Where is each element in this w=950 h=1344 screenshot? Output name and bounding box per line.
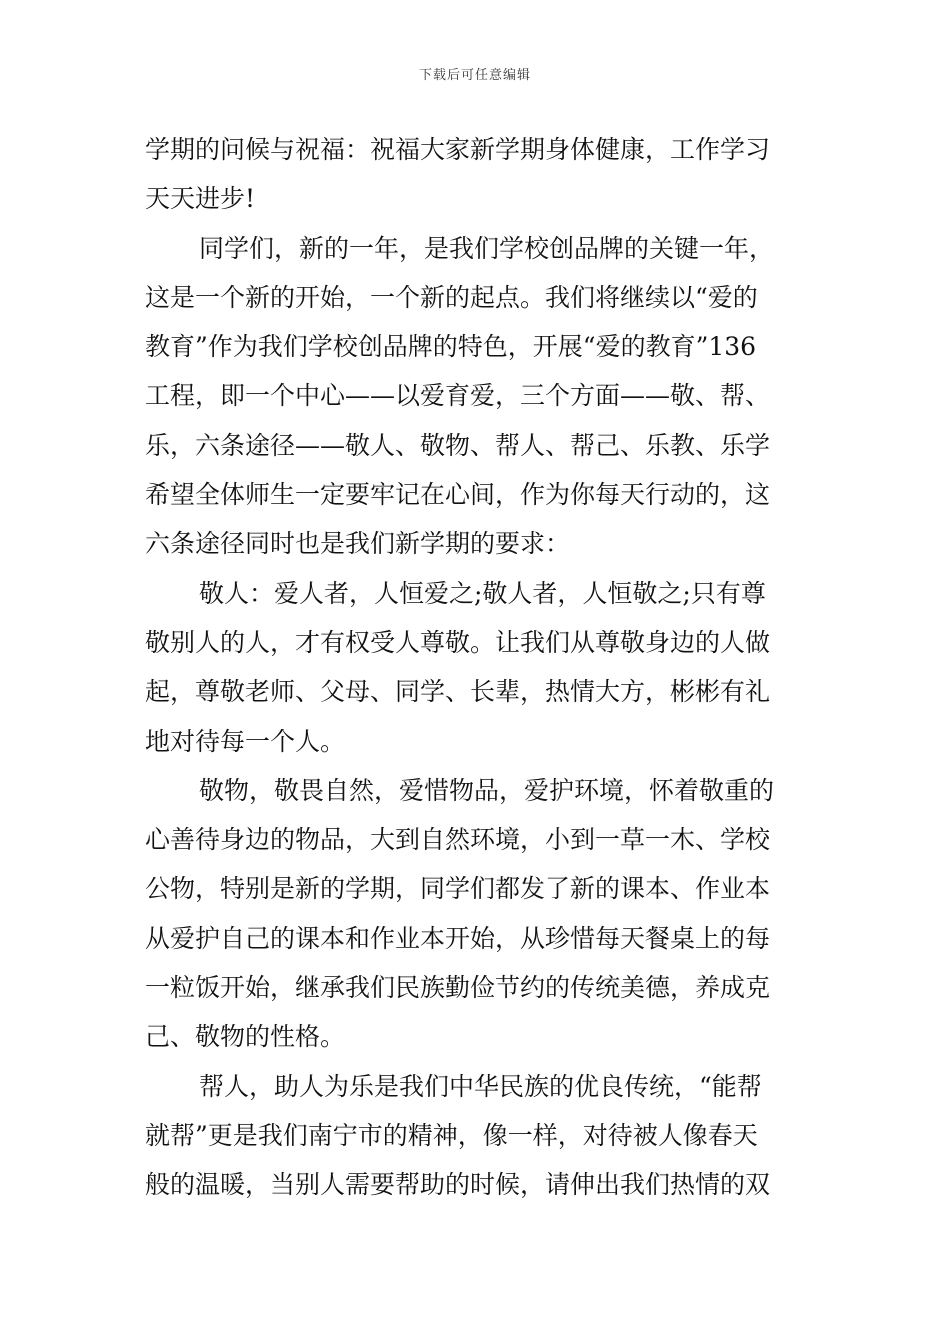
text-line: 起，尊敬老师、父母、同学、长辈，热情大方，彬彬有礼 xyxy=(145,677,771,707)
paragraph-start-line: 同学们，新的一年，是我们学校创品牌的关键一年， xyxy=(199,233,775,263)
text-line: 六条途径同时也是我们新学期的要求： xyxy=(145,529,571,559)
document-body xyxy=(145,128,805,1213)
text-line: 工程，即一个中心——以爱育爱，三个方面——敬、帮、 xyxy=(145,381,771,411)
text-line: 从爱护自己的课本和作业本开始，从珍惜每天餐桌上的每 xyxy=(145,923,771,953)
text-line: 希望全体师生一定要牢记在心间，作为你每天行动的，这 xyxy=(145,480,771,510)
paragraph-start-line: 敬人：爱人者，人恒爱之;敬人者，人恒敬之;只有尊 xyxy=(199,578,766,608)
text-line: 学期的问候与祝福：祝福大家新学期身体健康，工作学习 xyxy=(145,135,771,164)
text-line: 教育”作为我们学校创品牌的特色，开展“爱的教育”136 xyxy=(145,332,757,362)
text-line: 般的温暖，当别人需要帮助的时候，请伸出我们热情的双 xyxy=(145,1170,771,1200)
text-line: 公物，特别是新的学期，同学们都发了新的课本、作业本 xyxy=(145,874,771,904)
text-line: 天天进步! xyxy=(145,184,256,214)
paragraph-start-line: 敬物，敬畏自然，爱惜物品，爱护环境，怀着敬重的 xyxy=(199,775,775,805)
text-line: 心善待身边的物品，大到自然环境，小到一草一木、学校 xyxy=(145,825,771,855)
text-line: 地对待每一个人。 xyxy=(145,726,346,756)
paragraph-start-line: 帮人，助人为乐是我们中华民族的优良传统，“能帮 xyxy=(199,1071,762,1101)
text-line: 这是一个新的开始，一个新的起点。我们将继续以“爱的 xyxy=(145,282,758,312)
text-line: 乐，六条途径——敬人、敬物、帮人、帮己、乐教、乐学 xyxy=(145,430,771,460)
text-line: 一粒饭开始，继承我们民族勤俭节约的传统美德，养成克 xyxy=(145,973,771,1003)
text-line: 就帮”更是我们南宁市的精神，像一样，对待被人像春天 xyxy=(145,1120,758,1150)
page-header: 下载后可任意编辑 xyxy=(418,68,531,83)
text-line: 己、敬物的性格。 xyxy=(145,1022,346,1052)
text-line: 敬别人的人，才有权受人尊敬。让我们从尊敬身边的人做 xyxy=(145,627,771,657)
